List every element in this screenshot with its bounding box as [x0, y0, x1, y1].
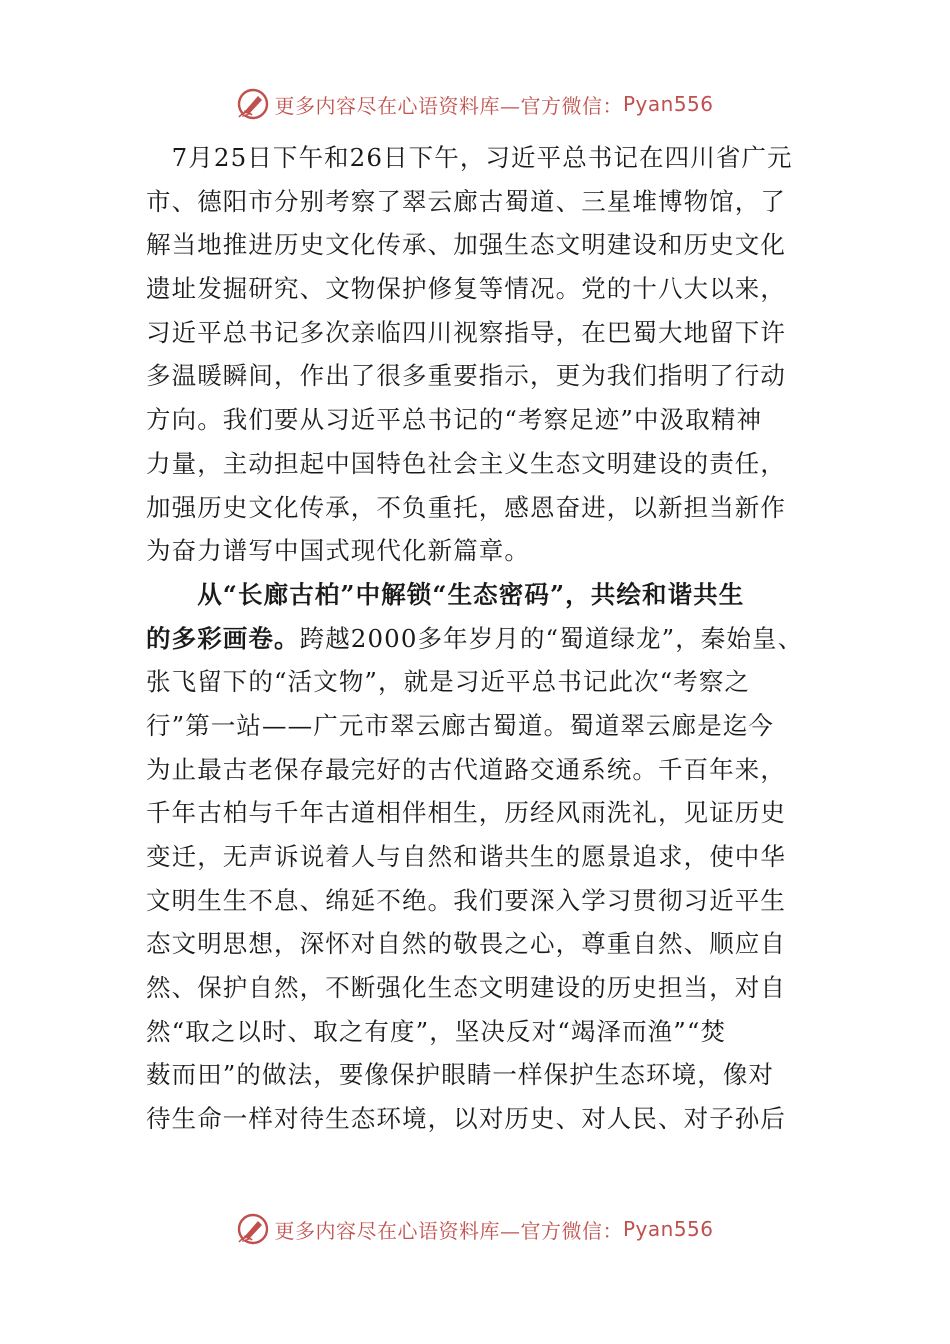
section-heading: 从“长廊古柏”中解锁“生态密码”，共绘和谐共生: [146, 579, 745, 609]
banner-text: 更多内容尽在心语资料库—官方微信：: [274, 1218, 623, 1243]
paragraph-line: 习近平总书记多次亲临四川视察指导，在巴蜀大地留下许: [146, 317, 786, 347]
paragraph-line: 然、保护自然，不断强化生态文明建设的历史担当，对自: [146, 973, 786, 1003]
paragraph-line: 薮而田”的做法，要像保护眼睛一样保护生态环境，像对: [146, 1060, 775, 1090]
banner-text: 更多内容尽在心语资料库—官方微信：: [274, 93, 623, 118]
banner-wechat-id: Pyan556: [622, 1217, 714, 1241]
paragraph-line: 待生命一样对待生态环境，以对历史、对人民、对子孙后: [146, 1104, 786, 1134]
paragraph-line: 遗址发掘研究、文物保护修复等情况。党的十八大以来，: [146, 274, 786, 304]
paragraph-line: [146, 617, 804, 661]
paragraph-line: 加强历史文化传承，不负重托，感恩奋进，以新担当新作: [146, 492, 786, 522]
paragraph-line: 张飞留下的“活文物”，就是习近平总书记此次“考察之: [146, 667, 751, 697]
document-body: [146, 136, 804, 1141]
pen-logo-icon: [236, 87, 270, 121]
paragraph-line: 7月25日下午和26日下午，习近平总书记在四川省广元: [146, 143, 793, 172]
paragraph-line: 千年古柏与千年古道相伴相生，历经风雨洗礼，见证历史: [146, 798, 786, 828]
footer-banner: [0, 1209, 950, 1249]
paragraph-line: 文明生生不息、绵延不绝。我们要深入学习贯彻习近平生: [146, 885, 786, 915]
banner-wechat-id: Pyan556: [622, 92, 714, 116]
paragraph-text: 跨越2000多年岁月的“蜀道绿龙”，秦始皇、: [299, 623, 804, 653]
pen-logo-icon: [236, 1212, 270, 1246]
paragraph-line: 方向。我们要从习近平总书记的“考察足迹”中汲取精神: [146, 405, 763, 435]
section-heading-end: 的多彩画卷。: [146, 623, 300, 653]
paragraph-line: 态文明思想，深怀对自然的敬畏之心，尊重自然、顺应自: [146, 929, 786, 959]
paragraph-line: 行”第一站——广元市翠云廊古蜀道。蜀道翠云廊是迄今: [146, 710, 775, 740]
paragraph-line: 变迁，无声诉说着人与自然和谐共生的愿景追求，使中华: [146, 842, 786, 871]
paragraph-line: 然“取之以时、取之有度”，坚决反对“竭泽而渔”“焚: [146, 1016, 727, 1046]
paragraph-line: 为止最古老保存最完好的古代道路交通系统。千百年来，: [146, 754, 786, 784]
paragraph-line: 力量，主动担起中国特色社会主义生态文明建设的责任，: [146, 448, 786, 478]
paragraph-line: 市、德阳市分别考察了翠云廊古蜀道、三星堆博物馆，了: [146, 186, 786, 216]
paragraph-line: 多温暖瞬间，作出了很多重要指示，更为我们指明了行动: [146, 361, 786, 391]
header-banner: [0, 84, 950, 124]
paragraph-line: 解当地推进历史文化传承、加强生态文明建设和历史文化: [146, 230, 786, 260]
paragraph-line: 为奋力谱写中国式现代化新篇章。: [146, 536, 530, 566]
